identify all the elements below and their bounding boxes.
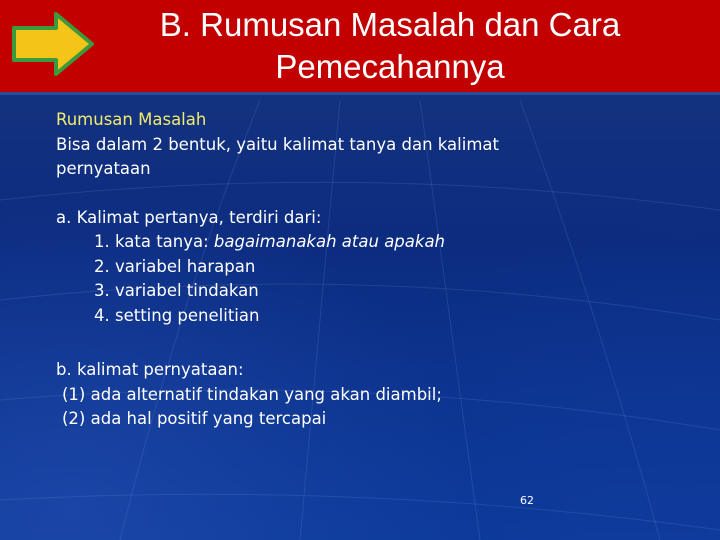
title-line-2: Pemecahannya — [275, 48, 505, 85]
page-number: 62 — [520, 494, 534, 507]
section-heading: Rumusan Masalah — [56, 110, 207, 129]
slide-body — [56, 108, 696, 432]
section-a-item-1 — [56, 230, 696, 255]
intro-text-line-2: pernyataan — [56, 159, 151, 178]
section-a-item-2: 2. variabel harapan — [94, 256, 256, 276]
section-b-item-2: (2) ada hal positif yang tercapai — [62, 409, 327, 428]
page-title — [90, 4, 690, 88]
title-line-1: B. Rumusan Masalah dan Cara — [159, 6, 621, 43]
section-a-item-3: 3. variabel tindakan — [94, 281, 259, 300]
section-b-item-1: (1) ada alternatif tindakan yang akan diambil; — [62, 384, 442, 404]
item-1-emphasis: bagaimanakah atau apakah — [213, 232, 446, 251]
section-b-title: b. kalimat pernyataan: — [56, 360, 244, 379]
section-a-item-4: 4. setting penelitian — [94, 305, 260, 325]
section-a-title: a. Kalimat pertanya, terdiri dari: — [56, 207, 322, 227]
intro-text-line-1: Bisa dalam 2 bentuk, yaitu kalimat tanya dan kalimat — [56, 134, 499, 154]
title-bar — [0, 0, 720, 95]
right-arrow-icon — [8, 10, 96, 78]
item-1-prefix: 1. kata tanya: — [94, 232, 214, 251]
